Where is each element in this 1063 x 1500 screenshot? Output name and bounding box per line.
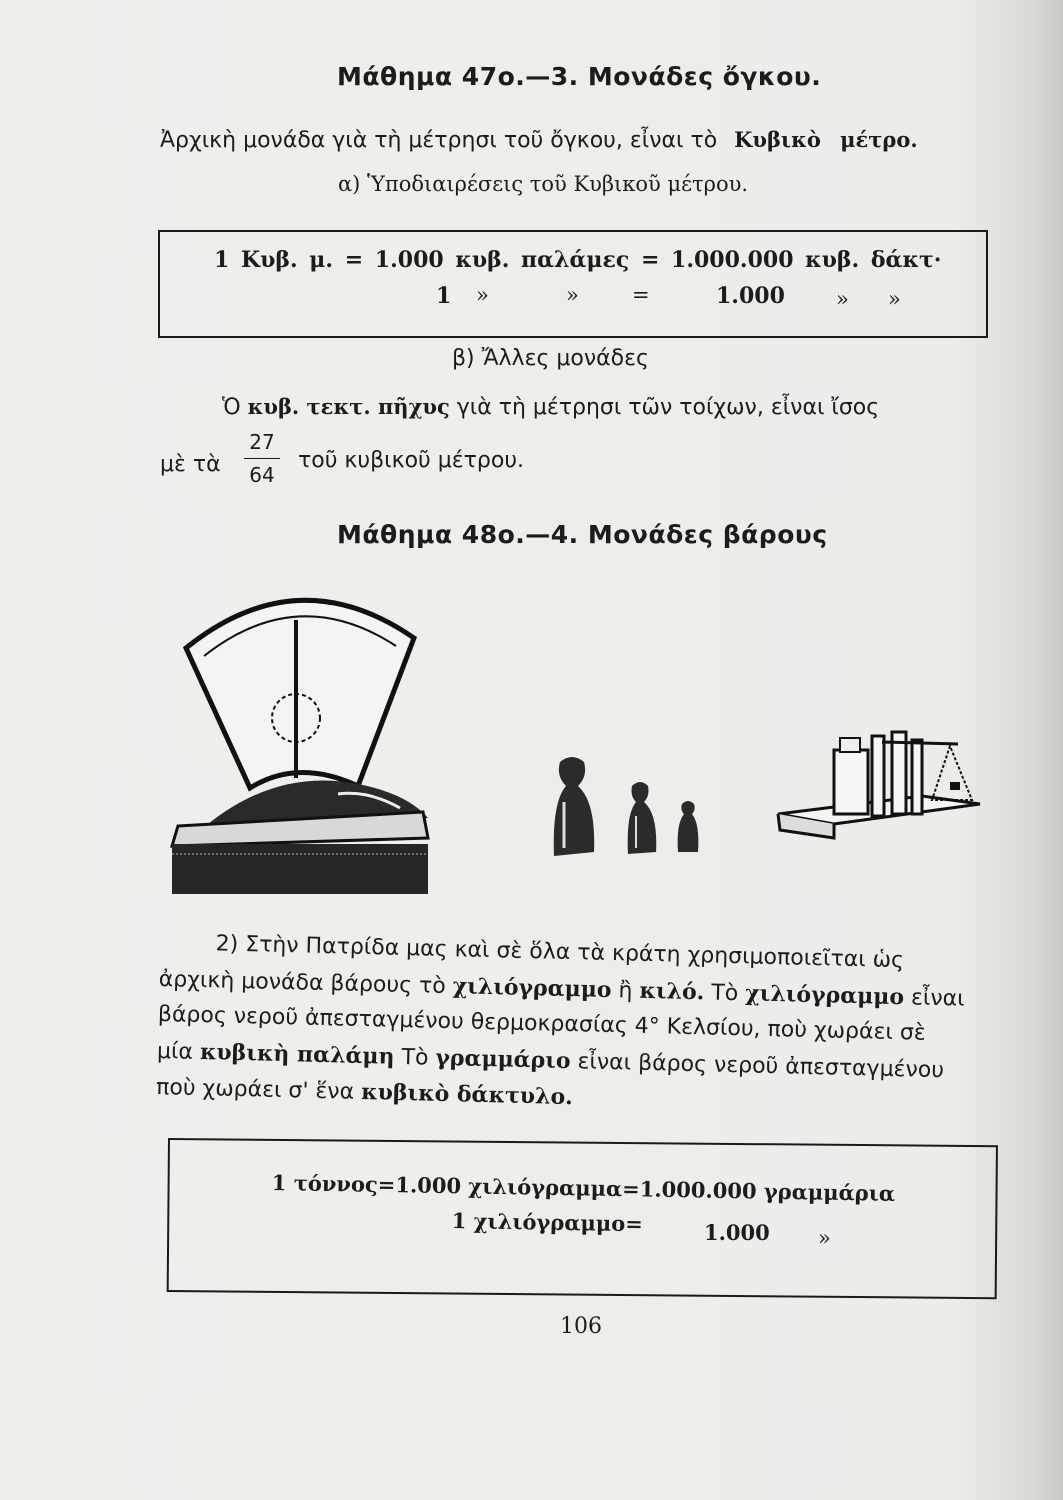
fraction-denominator: 64 [249,463,275,487]
balance-scale-illustration [772,720,990,844]
volume-row-2-value: 1.000 [716,283,785,309]
line-2-is: εἶναι [910,985,965,1012]
volume-row-2-equals: = [632,283,650,307]
intro-bold-term: Κυβικὸ μέτρο. [734,127,918,152]
volume-row-2-ditto-a: » [476,283,489,307]
cubit-article: Ὁ [222,395,241,420]
fraction-suffix: τοῦ κυβικοῦ μέτρου. [298,448,525,473]
cubic-finger-term: κυβικὸ δάκτυλο. [360,1078,574,1111]
kilogram-term-2: χιλιόγραμμο [744,980,905,1011]
line-2-article: Τὸ [711,980,739,1007]
line-4-article: Τὸ [401,1044,429,1071]
volume-row-2-ditto-c: » [836,287,849,311]
intro-text: Ἀρχικὴ μονάδα γιὰ τὴ μέτρησι τοῦ ὄγκου, εἶναι τὸ [160,128,718,153]
intro-line [160,127,918,153]
volume-row-2-ditto-d: » [888,287,901,311]
line-4-text: εἶναι βάρος νεροῦ ἀπεσταγμένου [577,1049,945,1084]
other-units-heading [452,346,649,371]
cubic-palm-term: κυβικὴ παλάμη [199,1039,395,1070]
lesson-48-title: Μάθημα 48ο.—4. Μονάδες βάρους [337,520,828,549]
kilogram-term: χιλιόγραμμο [452,973,612,1004]
fraction-bar [244,458,280,459]
volume-row-1: 1 Κυβ. μ. = 1.000 κυβ. παλάμες = 1.000.000 κυβ. δάκτ· [214,247,942,273]
lesson-47-title: Μάθημα 47ο.—3. Μονάδες ὄγκου. [337,62,822,91]
line-5-text: ποὺ χωράει σ' ἕνα [155,1074,355,1105]
volume-row-2-one: 1 [436,283,452,309]
fraction-prefix: μὲ τὰ [160,452,221,477]
line-2-text-a: ἀρχικὴ μονάδα βάρους τὸ [158,966,447,999]
dial-scale-illustration [168,578,433,900]
line-4-one: μία [156,1038,194,1065]
paragraph-line-1: 2) Στὴν Πατρίδα μας καὶ σὲ ὅλα τὰ κράτη χρησιμοποιεῖται ὡς [215,931,905,974]
gram-term: γραμμάριο [435,1044,571,1075]
kilo-term: κιλό. [639,977,705,1006]
paragraph-line-3: βάρος νεροῦ ἀπεσταγμένου θερμοκρασίας 4° Κελσίου, ποὺ χωράει σὲ [157,1001,927,1046]
other-units-label: β) Ἄλλες μονάδες [452,346,649,371]
weight-row-2-value: 1.000 [704,1220,770,1245]
subdivisions-heading: α) Ὑποδιαιρέσεις τοῦ Κυβικοῦ μέτρου. [338,172,749,196]
cubit-text: γιὰ τὴ μέτρησι τῶν τοίχων, εἶναι ἴσος [456,395,880,420]
page-number: 106 [560,1314,602,1339]
kilogram-paragraph [156,930,1000,1130]
volume-row-2-ditto-b: » [566,283,579,307]
weights-illustration [548,752,704,864]
weight-row-2-label: 1 χιλιόγραμμο= [451,1208,644,1237]
weight-row-1: 1 τόννος=1.000 χιλιόγραμμα=1.000.000 γραμμάρια [271,1170,896,1206]
cubit-term: κυβ. τεκτ. πῆχυς [247,394,450,419]
line-2-or: ἢ [618,978,633,1004]
weight-row-2-ditto: » [818,1226,831,1250]
fraction-numerator: 27 [249,430,275,454]
cubit-line [222,394,879,420]
